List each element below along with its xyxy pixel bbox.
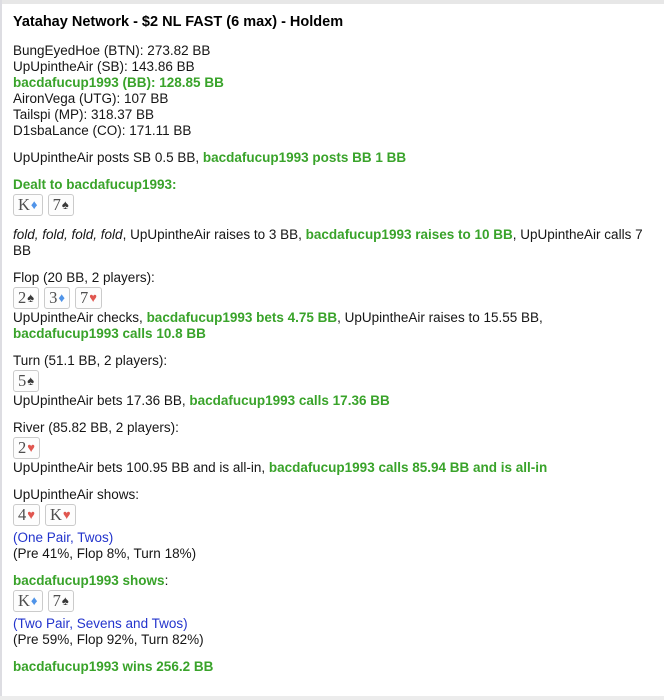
river-section bbox=[13, 420, 646, 476]
villain-check-text: UpUpintheAir checks, bbox=[13, 310, 147, 325]
hero-call-text: bacdafucup1993 calls 10.8 BB bbox=[13, 326, 206, 341]
spade-suit-icon: ♠ bbox=[27, 290, 35, 305]
flop-cards bbox=[13, 287, 646, 309]
hero-hand-rank-link[interactable]: (Two Pair, Sevens and Twos) bbox=[13, 616, 188, 631]
playing-card bbox=[13, 504, 40, 526]
turn-section bbox=[13, 353, 646, 409]
spade-suit-icon: ♠ bbox=[27, 373, 35, 388]
spade-suit-icon: ♠ bbox=[61, 197, 69, 212]
diamond-suit-icon: ♦ bbox=[30, 197, 38, 212]
card-rank: 2 bbox=[18, 288, 27, 307]
hero-shows-label bbox=[13, 573, 646, 589]
turn-action-line bbox=[13, 393, 646, 409]
card-rank: 4 bbox=[18, 505, 27, 524]
result-line: bacdafucup1993 wins 256.2 BB bbox=[13, 659, 214, 674]
hero-bet-text: bacdafucup1993 bets 4.75 BB bbox=[146, 310, 338, 325]
playing-card bbox=[13, 437, 40, 459]
card-rank: 7 bbox=[52, 195, 61, 214]
heart-suit-icon: ♥ bbox=[89, 290, 98, 305]
heart-suit-icon: ♥ bbox=[62, 507, 71, 522]
spade-suit-icon: ♠ bbox=[61, 593, 69, 608]
villain-hand-rank-link[interactable]: (One Pair, Twos) bbox=[13, 530, 114, 545]
hand-history-panel bbox=[2, 4, 664, 696]
river-card bbox=[13, 437, 646, 459]
player-list bbox=[13, 43, 646, 139]
heart-suit-icon: ♥ bbox=[27, 440, 35, 455]
villain-raise-text: , UpUpintheAir raises to 15.55 BB, bbox=[337, 310, 543, 325]
heart-suit-icon: ♥ bbox=[27, 507, 35, 522]
diamond-suit-icon: ♦ bbox=[58, 290, 66, 305]
preflop-action-line bbox=[13, 227, 646, 259]
player-row-co: D1sbaLance (CO): 171.11 BB bbox=[13, 123, 192, 138]
villain-raise-text: , UpUpintheAir raises to 3 BB, bbox=[122, 227, 306, 242]
villain-bet-text: UpUpintheAir bets 17.36 BB, bbox=[13, 393, 190, 408]
river-header: River (85.82 BB, 2 players): bbox=[13, 420, 179, 435]
card-rank: K bbox=[18, 591, 30, 610]
playing-card bbox=[13, 287, 39, 309]
hero-raise-text: bacdafucup1993 raises to 10 BB bbox=[305, 227, 513, 242]
diamond-suit-icon: ♦ bbox=[30, 593, 38, 608]
hero-post-text: bacdafucup1993 posts BB 1 BB bbox=[202, 150, 407, 165]
turn-card bbox=[13, 370, 646, 392]
hero-shows-text: bacdafucup1993 shows bbox=[13, 573, 165, 588]
river-action-line bbox=[13, 460, 646, 476]
card-rank: K bbox=[49, 505, 62, 524]
flop-action-line bbox=[13, 310, 646, 342]
player-row-mp: Tailspi (MP): 318.37 BB bbox=[13, 107, 155, 122]
playing-card bbox=[13, 370, 39, 392]
hero-showdown-section bbox=[13, 573, 646, 648]
card-rank: K bbox=[18, 195, 30, 214]
player-row-btn: BungEyedHoe (BTN): 273.82 BB bbox=[13, 43, 211, 58]
flop-section bbox=[13, 270, 646, 342]
villain-showdown-section bbox=[13, 487, 646, 562]
player-row-sb: UpUpintheAir (SB): 143.86 BB bbox=[13, 59, 195, 74]
villain-shows-label: UpUpintheAir shows: bbox=[13, 487, 140, 502]
playing-card bbox=[13, 590, 43, 612]
dealt-label: Dealt to bacdafucup1993: bbox=[13, 177, 177, 192]
hand-title: Yatahay Network - $2 NL FAST (6 max) - Holdem bbox=[13, 14, 344, 30]
hero-call-text: bacdafucup1993 calls 17.36 BB bbox=[189, 393, 390, 408]
playing-card bbox=[45, 504, 76, 526]
villain-allin-text: UpUpintheAir bets 100.95 BB and is all-in, bbox=[13, 460, 269, 475]
villain-shown-cards bbox=[13, 504, 646, 526]
bottom-divider-bar bbox=[0, 696, 664, 700]
playing-card bbox=[44, 287, 70, 309]
dealt-section bbox=[13, 177, 646, 216]
hero-shown-cards bbox=[13, 590, 646, 612]
player-row-bb-hero: bacdafucup1993 (BB): 128.85 BB bbox=[13, 75, 224, 90]
villain-call-text: , UpUpintheAir calls 7 BB bbox=[13, 227, 643, 258]
turn-header: Turn (51.1 BB, 2 players): bbox=[13, 353, 168, 368]
playing-card bbox=[75, 287, 102, 309]
hero-shows-colon: : bbox=[164, 573, 169, 588]
card-rank: 7 bbox=[52, 591, 61, 610]
card-rank: 7 bbox=[80, 288, 89, 307]
villain-post-text: UpUpintheAir posts SB 0.5 BB, bbox=[13, 150, 203, 165]
player-row-utg: AironVega (UTG): 107 BB bbox=[13, 91, 169, 106]
hero-allin-text: bacdafucup1993 calls 85.94 BB and is all-in bbox=[268, 460, 548, 475]
hero-equity-text: (Pre 59%, Flop 92%, Turn 82%) bbox=[13, 632, 204, 647]
playing-card bbox=[48, 590, 74, 612]
fold-actions-text: fold, fold, fold, fold bbox=[13, 227, 123, 242]
flop-header: Flop (20 BB, 2 players): bbox=[13, 270, 155, 285]
card-rank: 2 bbox=[18, 438, 27, 457]
card-rank: 3 bbox=[49, 288, 58, 307]
villain-equity-text: (Pre 41%, Flop 8%, Turn 18%) bbox=[13, 546, 197, 561]
hole-cards bbox=[13, 194, 646, 216]
card-rank: 5 bbox=[18, 371, 27, 390]
playing-card bbox=[48, 194, 74, 216]
blinds-line bbox=[13, 150, 646, 166]
playing-card bbox=[13, 194, 43, 216]
